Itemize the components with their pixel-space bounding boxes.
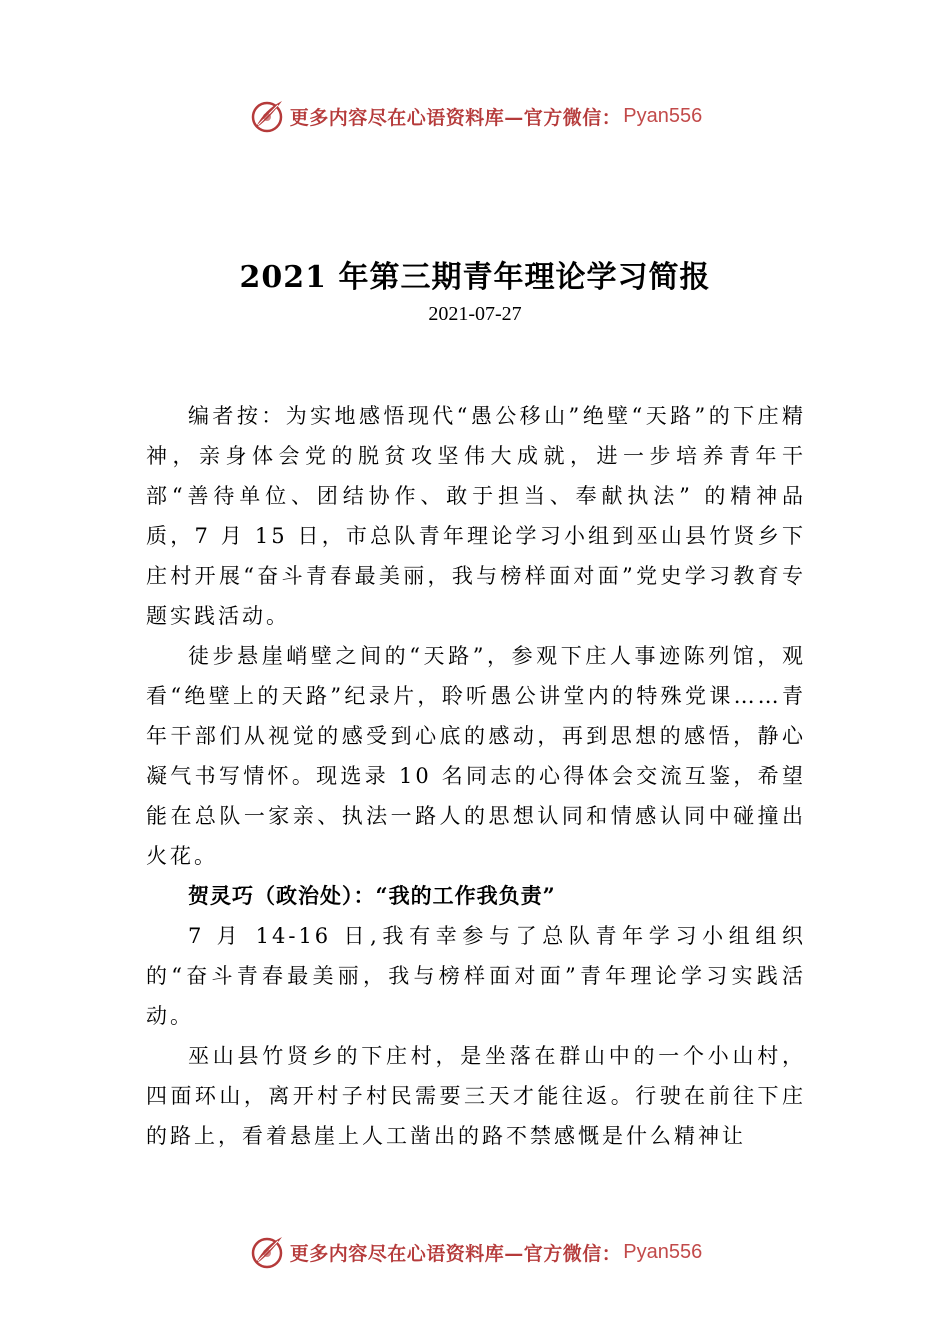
feather-pen-seal-icon: [248, 97, 286, 135]
feather-pen-seal-icon: [248, 1233, 286, 1271]
watermark-text: 更多内容尽在心语资料库—官方微信：: [289, 1242, 622, 1265]
section-heading: 贺灵巧（政治处）：“我的工作我负责”: [188, 883, 556, 908]
intro-paragraph: 徒步悬崖峭壁之间的“天路”，参观下庄人事迹陈列馆，观看“绝壁上的天路”纪录片，聆听愚公讲堂内的特殊党课……青年干部们从视觉的感受到心底的感动，再到思想的感悟，静心凝气书写情怀。现选录 10 名同志的心得体会交流互鉴，希望能在总队一家亲、执法一路人的思想认同和情感认同中碰撞出火花。: [146, 644, 806, 868]
watermark-wechat-id: Pyan556: [623, 1240, 703, 1263]
document-body: [146, 396, 806, 1156]
document-date: 2021-07-27: [428, 303, 522, 325]
watermark-banner-bottom: [0, 1230, 950, 1274]
document-title: 2021 年第三期青年理论学习简报: [239, 260, 711, 295]
body-paragraph-1: 7 月 14-16 日,我有幸参与了总队青年学习小组组织的“奋斗青春最美丽，我与榜样面对面”青年理论学习实践活动。: [146, 924, 806, 1028]
body-paragraph-2: 巫山县竹贤乡的下庄村，是坐落在群山中的一个小山村，四面环山，离开村子村民需要三天才能往返。行驶在前往下庄的路上，看着悬崖上人工凿出的路不禁感慨是什么精神让: [146, 1044, 806, 1148]
watermark-banner-top: [0, 94, 950, 138]
watermark-text: 更多内容尽在心语资料库—官方微信：: [289, 106, 622, 129]
editor-note-paragraph: 编者按：为实地感悟现代“愚公移山”绝壁“天路”的下庄精神，亲身体会党的脱贫攻坚伟大成就，进一步培养青年干部“善待单位、团结协作、敢于担当、奉献执法” 的精神品质，7 月 15 日，市总队青年理论学习小组到巫山县竹贤乡下庄村开展“奋斗青春最美丽，我与榜样面对面”党史学习教育专题实践活动。: [146, 404, 806, 628]
watermark-wechat-id: Pyan556: [623, 104, 703, 127]
